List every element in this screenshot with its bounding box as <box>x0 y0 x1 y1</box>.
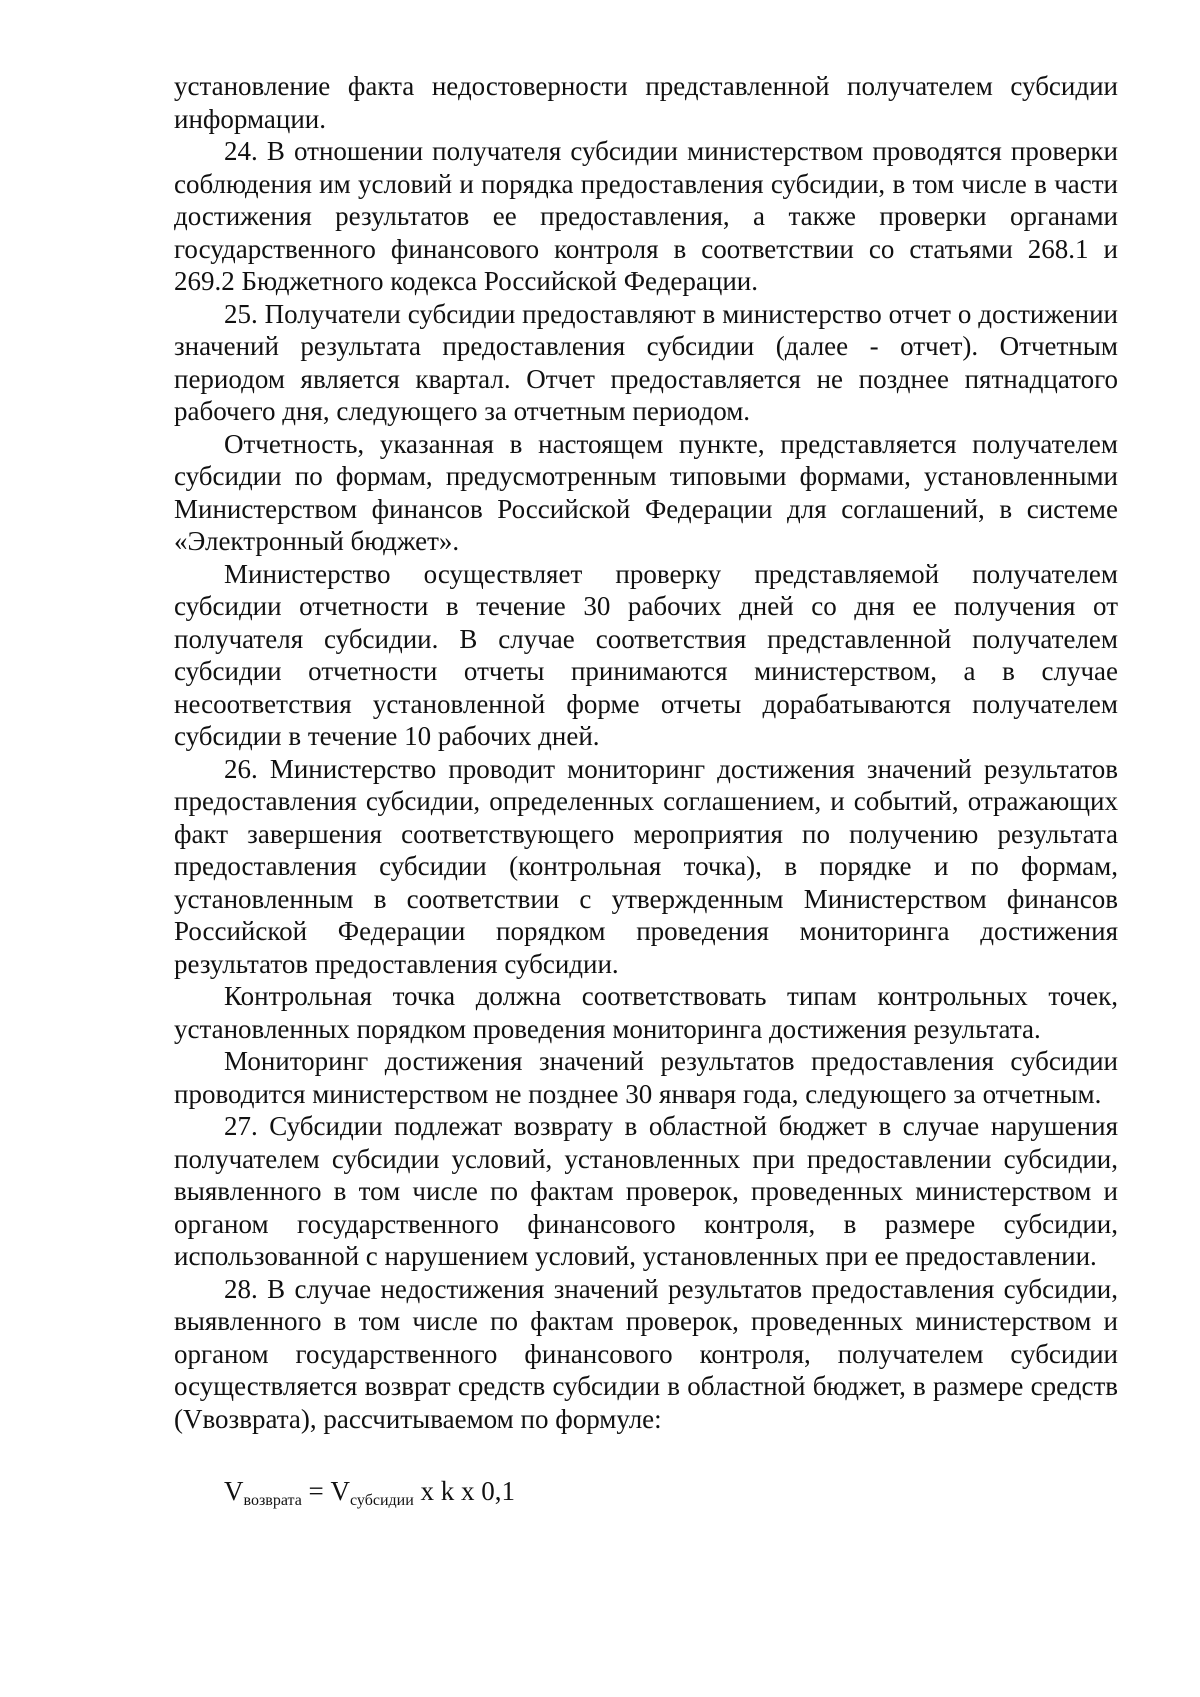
paragraph: установление факта недостоверности представленной получателем субсидии информации. <box>174 71 1118 134</box>
paragraph: Министерство осуществляет проверку представляемой получателем субсидии отчетности в течение 30 рабочих дней со дня ее получения от получателя субсидии. В случае соответствия представленной получателем субсидии отчетности отчеты принимаются министерством, а в случае несоответствия установленной форме отчеты дорабатываются получателем субсидии в течение 10 рабочих дней. <box>174 558 1118 751</box>
document-body <box>174 70 1118 1435</box>
formula-equals: = <box>301 1476 331 1506</box>
formula <box>174 1475 1118 1507</box>
paragraph: Отчетность, указанная в настоящем пункте, представляется получателем субсидии по формам, предусмотренным типовыми формами, установленными Министерством финансов Российской Федерации для соглашений, в системе «Электронный бюджет». <box>174 428 1118 556</box>
paragraph: 28. В случае недостижения значений результатов предоставления субсидии, выявленного в том числе по фактам проверок, проведенных министерством и органом государственного финансового контроля, получателем субсидии осуществляется возврат средств субсидии в областной бюджет, в размере средств (Vвозврата), рассчитываемом по формуле: <box>174 1273 1118 1434</box>
formula-rhs-subscript: субсидии <box>350 1492 414 1509</box>
paragraph: Контрольная точка должна соответствовать типам контрольных точек, установленных порядком проведения мониторинга достижения результата. <box>174 981 1118 1044</box>
paragraph: 24. В отношении получателя субсидии министерством проводятся проверки соблюдения им условий и порядка предоставления субсидии, в том числе в части достижения результатов ее предоставления, а также проверки органами государственного финансового контроля в соответствии со статьями 268.1 и 269.2 Бюджетного кодекса Российской Федерации. <box>174 136 1118 296</box>
paragraph: 25. Получатели субсидии предоставляют в министерство отчет о достижении значений результата предоставления субсидии (далее - отчет). Отчетным периодом является квартал. Отчет предоставляется не позднее пятнадцатого рабочего дня, следующего за отчетным периодом. <box>174 298 1118 426</box>
paragraph: Мониторинг достижения значений результатов предоставления субсидии проводится министерством не позднее 30 января года, следующего за отчетным. <box>174 1046 1118 1109</box>
formula-rest: x k x 0,1 <box>413 1476 516 1506</box>
paragraph: 27. Субсидии подлежат возврату в областной бюджет в случае нарушения получателем субсидии условий, установленных при предоставлении субсидии, выявленного в том числе по фактам проверок, проведенных министерством и органом государственного финансового контроля, в размере субсидии, использованной с нарушением условий, установленных при ее предоставлении. <box>174 1111 1118 1271</box>
paragraph: 26. Министерство проводит мониторинг достижения значений результатов предоставления субсидии, определенных соглашением, и событий, отражающих факт завершения соответствующего мероприятия по получению результата предоставления субсидии (контрольная точка), в порядке и по формам, установленным в соответствии с утвержденным Министерством финансов Российской Федерации порядком проведения мониторинга достижения результатов предоставления субсидии. <box>174 753 1118 979</box>
formula-lhs-symbol: V <box>224 1476 244 1506</box>
formula-rhs-symbol: V <box>330 1476 351 1506</box>
formula-lhs-subscript: возврата <box>243 1492 302 1509</box>
document-page <box>174 70 1118 1507</box>
